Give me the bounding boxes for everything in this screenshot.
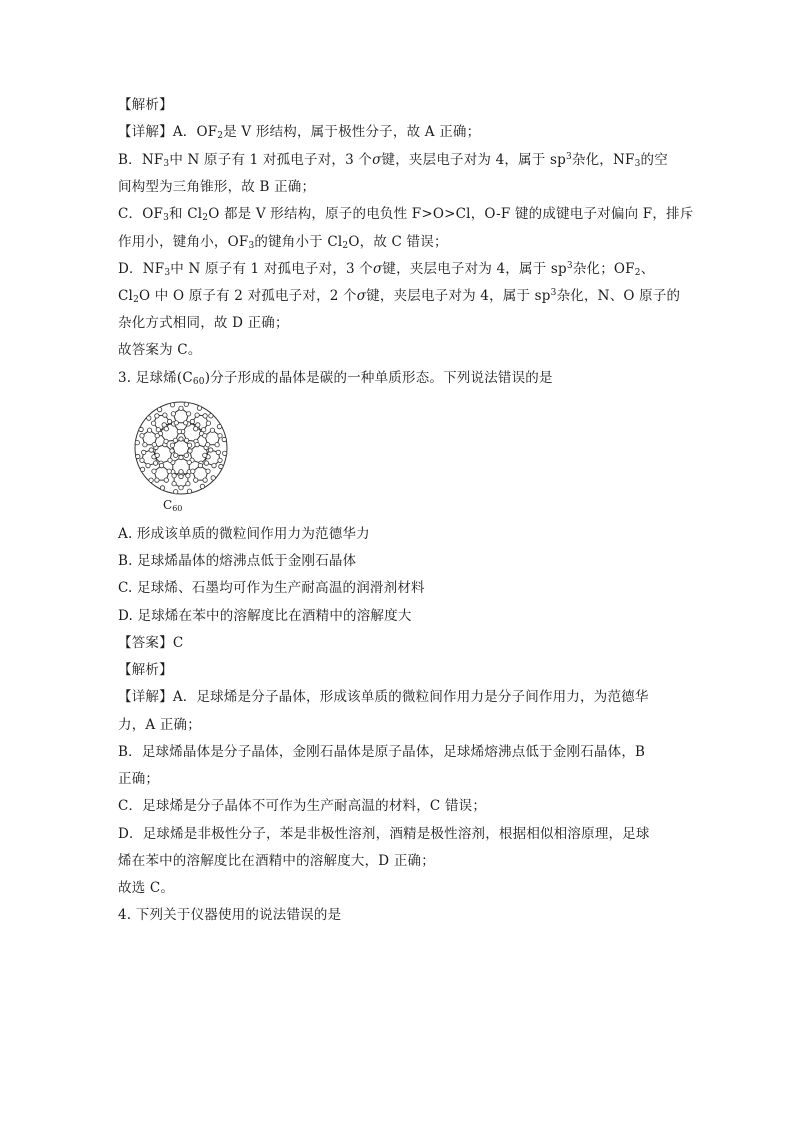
text: B．NF [118,152,164,168]
text: 键，夹层电子对为 4，属于 sp [382,261,567,277]
atom [222,437,226,441]
sigma-symbol: σ [372,152,382,168]
atom [163,413,167,417]
atom [140,458,144,462]
option-c: C. 足球烯、石墨均可作为生产耐高温的润滑剂材料 [118,580,425,596]
atom [155,434,159,438]
atom [206,421,210,425]
subscript: 60 [172,504,183,513]
atom [151,421,155,425]
answer-tag: 【答案】 [118,635,173,651]
atom [202,428,206,432]
atom [209,448,213,452]
atom [152,469,156,473]
subscript: 3 [248,241,255,251]
detail-line-d1 [118,260,654,278]
text: 中 N 原子有 1 对孤电子对，3 个 [169,152,373,168]
detail-line-q3-6: D．足球烯是非极性分子，苯是非极性溶剂，酒精是极性溶剂，根据相似相溶原理，足球 [118,826,650,842]
atom [195,413,199,417]
atom [186,412,190,416]
fullerene-molecule [135,402,227,494]
analysis-heading: 【解析】 [118,97,173,113]
text: 杂化；OF [572,261,635,277]
text: 的键角小于 Cl [254,234,343,250]
atom [218,458,222,462]
atom [179,486,183,490]
text: 、 [640,261,655,277]
detail-line-c2 [118,233,448,251]
detail-line-q3-2: 力，A 正确； [118,717,201,733]
detail-line-q3-8: 故选 C。 [118,880,175,896]
atom [188,449,192,453]
text: 中 N 原子有 1 对孤电子对，3 个 [170,261,373,277]
sigma-symbol: σ [373,261,383,277]
option-a: A. 形成该单质的微粒间作用力为范德华力 [118,526,370,542]
atom [174,490,178,494]
atom [211,476,215,480]
atom [168,458,172,462]
detail-line-b2: 间构型为三角锥形，故 B 正确； [118,179,316,195]
atom [157,407,161,411]
atom [152,443,156,447]
atom [210,428,214,432]
detail-line-a [118,123,480,141]
text: C．OF [118,206,164,222]
atom [153,461,157,465]
text: 3. 足球烯(C [118,370,193,386]
detail-line-d2 [118,287,680,305]
subscript: 2 [217,131,224,141]
detail-line-q3-1 [118,688,649,706]
atom [155,414,159,418]
atom [143,443,147,447]
atom [203,414,207,418]
detail-line-d3: 杂化方式相同，故 D 正确； [118,315,289,331]
option-d: D. 足球烯在苯中的溶解度比在酒精中的溶解度大 [118,608,412,624]
atom [173,438,177,442]
atom [160,486,164,490]
atom [187,443,191,447]
atom [179,455,183,459]
atom [219,464,223,468]
subscript: 3 [163,159,170,169]
atom [209,414,213,418]
text: 和 Cl [169,206,203,222]
subscript: 2 [634,268,641,278]
atom [164,478,168,482]
atom [223,451,227,455]
text: 作用小，键角小，OF [118,234,249,250]
atom [174,453,178,457]
superscript: 3 [565,152,572,162]
subscript: 2 [342,241,349,251]
atom [184,421,188,425]
atom [212,463,216,467]
atom [167,469,171,473]
text: O，故 C 错误； [348,234,448,250]
atom [164,439,168,443]
atom [203,434,207,438]
text: 键，夹层电子对为 4，属于 sp [366,288,551,304]
atom [191,469,195,473]
atom [216,450,220,454]
text: O 都是 V 形结构，原子的电负性 F>O>Cl，O-F 键的成键电子对偏向 F，排斥 [208,206,694,222]
atom [135,441,139,445]
atom [187,489,191,493]
detail-line-q3-7: 烯在苯中的溶解度比在酒精中的溶解度大，D 正确； [118,853,435,869]
atom [147,416,151,420]
text: 是 V 形结构，属于极性分子，故 A 正确； [223,124,481,140]
atom [149,448,153,452]
atom [140,434,144,438]
atom [159,463,163,467]
detail-line-q3-3: B．足球烯晶体是分子晶体，金刚石晶体是原子晶体，足球烯熔沸点低于金刚石晶体，B [118,744,646,760]
analysis-heading-2: 【解析】 [118,662,173,678]
atom [203,453,207,457]
answer-line: 故答案为 C。 [118,342,202,358]
atom [156,428,160,432]
detail-line-c1 [118,205,693,223]
atom [171,412,175,416]
atom [198,463,202,467]
atom [204,461,208,465]
text: 的空 [640,152,668,168]
atom [164,427,168,431]
atom [206,443,210,447]
atom [177,429,181,433]
atom [195,442,199,446]
answer-value: C [172,635,184,651]
atom [203,478,207,482]
subscript: 3 [634,159,641,169]
superscript: 3 [566,261,573,271]
answer-heading [118,634,183,652]
atom [206,469,210,473]
text: 杂化，NF [571,152,635,168]
text: A．OF [172,124,218,140]
text: 杂化，N、O 原子的 [556,288,681,304]
atom [142,450,146,454]
atom [179,437,183,441]
atom [149,478,153,482]
text: A．足球烯是分子晶体，形成该单质的微粒间作用力是分子间作用力，为范德华 [172,689,649,705]
atom [179,474,183,478]
atom [170,449,174,453]
atom [179,470,183,474]
question-4-stem: 4. 下列关于仪器使用的说法错误的是 [118,907,342,923]
subscript: 60 [192,377,205,387]
atom [155,453,159,457]
atom [172,474,176,478]
subscript: 3 [163,213,170,223]
text: 键，夹层电子对为 4，属于 sp [381,152,566,168]
atom [139,427,143,431]
text: D．NF [118,261,165,277]
question-3-stem [118,369,553,387]
atom [218,434,222,438]
atom [170,443,174,447]
atom [174,421,178,425]
atom [217,424,221,428]
detail-line-b1 [118,151,668,169]
atom [186,474,190,478]
subscript: 2 [202,213,209,223]
text: O 中 O 原子有 2 对孤电子对，2 个 [139,288,357,304]
atom [200,484,204,488]
atom [172,482,176,486]
atom [167,419,171,423]
atom [140,467,144,471]
text: )分子形成的晶体是碳的一种单质形态。下列说法错误的是 [204,370,553,386]
atom [136,454,140,458]
subscript: 3 [164,268,171,278]
atom [184,453,188,457]
atom [215,443,219,447]
text: Cl [118,288,134,304]
atom [187,460,191,464]
atom [194,427,198,431]
atom [197,406,201,410]
detail-tag: 【详解】 [118,689,173,705]
sigma-symbol: σ [356,288,367,304]
atom [147,428,151,432]
atom [155,478,159,482]
superscript: 3 [550,288,557,298]
subscript: 2 [133,295,139,305]
atom [179,406,183,410]
detail-tag: 【详解】 [118,124,173,140]
atom [186,482,190,486]
atom [184,438,188,442]
atom [184,402,188,406]
detail-line-q3-5: C．足球烯是分子晶体不可作为生产耐高温的材料，C 错误； [118,798,487,814]
option-b: B. 足球烯晶体的熔沸点低于金刚石晶体 [118,553,357,569]
atom [190,419,194,423]
figure-label [163,498,182,512]
text: C [163,498,173,512]
atom [146,463,150,467]
atom [170,403,174,407]
detail-line-q3-4: 正确； [118,771,160,787]
atom [194,478,198,482]
